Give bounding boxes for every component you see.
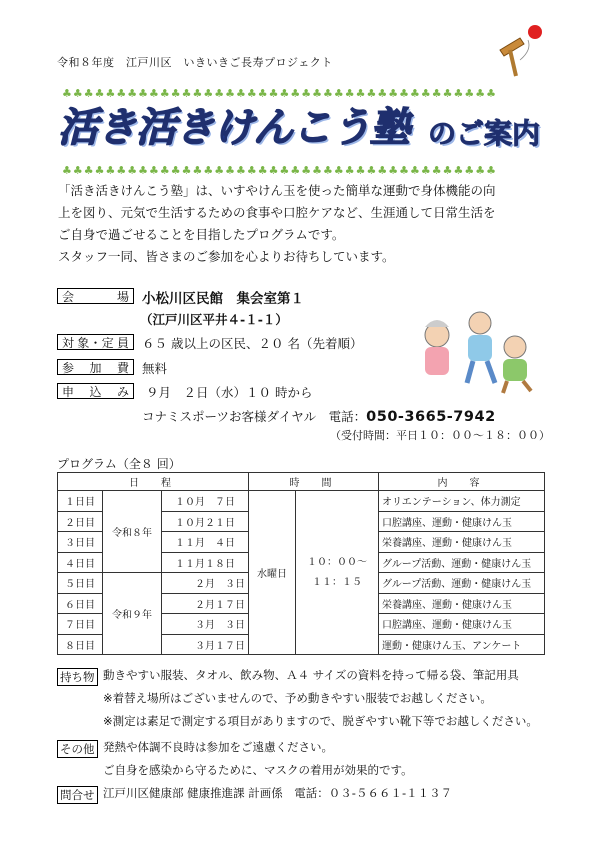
session-number: ２日目	[58, 511, 103, 532]
clover-icon: ♣	[290, 87, 301, 100]
session-number: １日目	[58, 491, 103, 512]
other-label: その他	[57, 740, 98, 758]
phone-line	[142, 407, 496, 425]
clover-icon: ♣	[214, 164, 225, 177]
table-row	[58, 491, 545, 512]
clover-icon: ♣	[486, 164, 496, 177]
bring-label: 持ち物	[57, 668, 98, 686]
session-number: ８日目	[58, 634, 103, 655]
session-content: 口腔講座、運動・健康けん玉	[379, 511, 545, 532]
col-header-content: 内 容	[379, 473, 545, 491]
clover-icon: ♣	[344, 87, 355, 100]
clover-icon: ♣	[323, 164, 333, 177]
other-line: 発熱や体調不良時は参加をご遠慮ください。	[103, 740, 333, 754]
session-date: １１月１８日	[162, 552, 249, 573]
clover-icon: ♣	[399, 87, 409, 100]
time-cell: １０：００～ １１：１５	[296, 491, 379, 655]
elderly-group-illustration	[415, 305, 545, 395]
clover-icon: ♣	[72, 87, 83, 100]
clover-icon: ♣	[246, 87, 257, 100]
clover-icon: ♣	[453, 87, 464, 100]
venue-address: （江戸川区平井４-１-１）	[140, 312, 288, 327]
intro-line: スタッフ一同、皆さまのご参加を心よりお待ちしています。	[58, 249, 395, 264]
clover-icon: ♣	[355, 164, 366, 177]
other-text	[103, 736, 413, 782]
clover-icon: ♣	[268, 164, 279, 177]
clover-border-bottom	[62, 159, 550, 177]
year-cell: 令和９年	[103, 573, 162, 655]
clover-icon: ♣	[333, 87, 344, 100]
clover-icon: ♣	[72, 164, 83, 177]
session-date: ３月 ３日	[162, 614, 249, 635]
clover-icon: ♣	[203, 87, 214, 100]
clover-icon: ♣	[203, 164, 214, 177]
clover-icon: ♣	[236, 164, 246, 177]
apply-value: ９月 ２日（水）１０ 時から	[146, 385, 313, 400]
program-title: プログラム（全８ 回）	[57, 457, 181, 471]
clover-icon: ♣	[159, 87, 170, 100]
clover-icon: ♣	[246, 164, 257, 177]
session-content: 運動・健康けん玉、アンケート	[379, 634, 545, 655]
clover-icon: ♣	[312, 87, 322, 100]
clover-icon: ♣	[453, 164, 464, 177]
header-line: 令和８年度 江戸川区 いきいきご長寿プロジェクト	[57, 56, 333, 69]
clover-icon: ♣	[410, 164, 420, 177]
clover-icon: ♣	[279, 164, 290, 177]
clover-icon: ♣	[420, 164, 431, 177]
session-content: オリエンテーション、体力測定	[379, 491, 545, 512]
clover-icon: ♣	[464, 87, 475, 100]
venue-label: 会 場	[57, 288, 134, 304]
clover-icon: ♣	[442, 164, 453, 177]
venue-value: 小松川区民館 集会室第１	[142, 291, 304, 307]
clover-icon: ♣	[225, 87, 235, 100]
fee-label: 参 加 費	[57, 359, 134, 375]
clover-icon: ♣	[170, 164, 181, 177]
clover-icon: ♣	[377, 87, 388, 100]
intro-line: 「活き活きけんこう塾」は、いすやけん玉を使った簡単な運動で身体機能の向	[58, 183, 496, 198]
clover-icon: ♣	[268, 87, 279, 100]
clover-icon: ♣	[62, 87, 72, 100]
clover-icon: ♣	[301, 164, 312, 177]
clover-icon: ♣	[279, 87, 290, 100]
clover-icon: ♣	[257, 87, 268, 100]
clover-icon: ♣	[301, 87, 312, 100]
session-date: １０月 ７日	[162, 491, 249, 512]
intro-line: ご自身で過ごせることを目指したプログラムです。	[58, 227, 345, 242]
target-value: ６５ 歳以上の区民、２０ 名（先着順）	[142, 336, 363, 351]
clover-icon: ♣	[62, 164, 72, 177]
clover-icon: ♣	[399, 164, 409, 177]
clover-icon: ♣	[105, 164, 116, 177]
bring-note: ※測定は素足で測定する項目がありますので、脱ぎやすい靴下等でお越しください。	[103, 714, 538, 728]
clover-icon: ♣	[181, 87, 192, 100]
other-line: ご自身を感染から守るために、マスクの着用が効果的です。	[103, 763, 413, 777]
year-cell: 令和８年	[103, 491, 162, 573]
clover-icon: ♣	[323, 87, 333, 100]
clover-icon: ♣	[290, 164, 301, 177]
clover-icon: ♣	[83, 164, 94, 177]
clover-icon: ♣	[410, 87, 420, 100]
session-number: ４日目	[58, 552, 103, 573]
clover-icon: ♣	[225, 164, 235, 177]
clover-icon: ♣	[431, 87, 442, 100]
clover-icon: ♣	[388, 87, 399, 100]
clover-icon: ♣	[475, 87, 486, 100]
intro-text	[58, 180, 558, 268]
page-title: 活き活きけんこう塾	[58, 105, 409, 151]
clover-icon: ♣	[377, 164, 388, 177]
clover-icon: ♣	[105, 87, 116, 100]
intro-line: 上を図り、元気で生活するための食事や口腔ケアなど、生涯通して日常生活を	[58, 205, 496, 220]
contact-label: 問合せ	[57, 786, 98, 804]
phone-number: 050-3665-7942	[366, 409, 496, 425]
clover-border-top	[62, 82, 550, 100]
session-number: ３日目	[58, 532, 103, 553]
session-content: グループ活動、運動・健康けん玉	[379, 552, 545, 573]
clover-icon: ♣	[192, 87, 203, 100]
clover-icon: ♣	[236, 87, 246, 100]
session-content: 口腔講座、運動・健康けん玉	[379, 614, 545, 635]
clover-icon: ♣	[420, 87, 431, 100]
clover-icon: ♣	[257, 164, 268, 177]
session-content: グループ活動、運動・健康けん玉	[379, 573, 545, 594]
contact-text: 江戸川区健康部 健康推進課 計画係 電話：０３-５６６１-１１３７	[103, 786, 453, 800]
clover-icon: ♣	[94, 87, 105, 100]
col-header-schedule: 日 程	[58, 473, 249, 491]
clover-icon: ♣	[475, 164, 486, 177]
clover-icon: ♣	[312, 164, 322, 177]
clover-icon: ♣	[486, 87, 496, 100]
session-content: 栄養講座、運動・健康けん玉	[379, 593, 545, 614]
clover-icon: ♣	[333, 164, 344, 177]
session-content: 栄養講座、運動・健康けん玉	[379, 532, 545, 553]
session-number: ７日目	[58, 614, 103, 635]
clover-icon: ♣	[344, 164, 355, 177]
clover-icon: ♣	[127, 87, 138, 100]
weekday-cell: 水曜日	[249, 491, 296, 655]
clover-icon: ♣	[83, 87, 94, 100]
session-date: １０月２１日	[162, 511, 249, 532]
clover-icon: ♣	[138, 87, 148, 100]
clover-icon: ♣	[159, 164, 170, 177]
clover-icon: ♣	[214, 87, 225, 100]
session-number: ５日目	[58, 573, 103, 594]
clover-icon: ♣	[181, 164, 192, 177]
clover-icon: ♣	[138, 164, 148, 177]
session-date: ２月 ３日	[162, 573, 249, 594]
clover-icon: ♣	[94, 164, 105, 177]
bring-note: ※着替え場所はございませんので、予め動きやすい服装でお越しください。	[103, 691, 492, 705]
clover-icon: ♣	[116, 87, 127, 100]
session-date: １１月 ４日	[162, 532, 249, 553]
page-title-suffix: のご案内	[428, 117, 541, 150]
clover-icon: ♣	[431, 164, 442, 177]
clover-icon: ♣	[366, 164, 377, 177]
clover-icon: ♣	[192, 164, 203, 177]
session-number: ６日目	[58, 593, 103, 614]
bring-text	[103, 664, 538, 733]
session-date: ２月１７日	[162, 593, 249, 614]
clover-icon: ♣	[127, 164, 138, 177]
clover-icon: ♣	[366, 87, 377, 100]
target-label: 対象･定員	[57, 334, 134, 350]
clover-icon: ♣	[388, 164, 399, 177]
clover-icon: ♣	[116, 164, 127, 177]
apply-label: 申 込 み	[57, 383, 134, 399]
reception-hours: （受付時間：平日１０：００～１８：００）	[330, 429, 550, 442]
clover-icon: ♣	[149, 87, 159, 100]
clover-icon: ♣	[442, 87, 453, 100]
clover-icon: ♣	[170, 87, 181, 100]
fee-value: 無料	[142, 361, 168, 376]
clover-icon: ♣	[464, 164, 475, 177]
program-table	[57, 472, 545, 655]
col-header-time: 時 間	[249, 473, 379, 491]
kendama-icon	[480, 20, 550, 80]
clover-icon: ♣	[355, 87, 366, 100]
clover-icon: ♣	[149, 164, 159, 177]
phone-prefix: コナミスポーツお客様ダイヤル 電話：	[142, 409, 367, 424]
session-date: ３月１７日	[162, 634, 249, 655]
bring-line: 動きやすい服装、タオル、飲み物、Ａ４ サイズの資料を持って帰る袋、筆記用具	[103, 668, 519, 682]
